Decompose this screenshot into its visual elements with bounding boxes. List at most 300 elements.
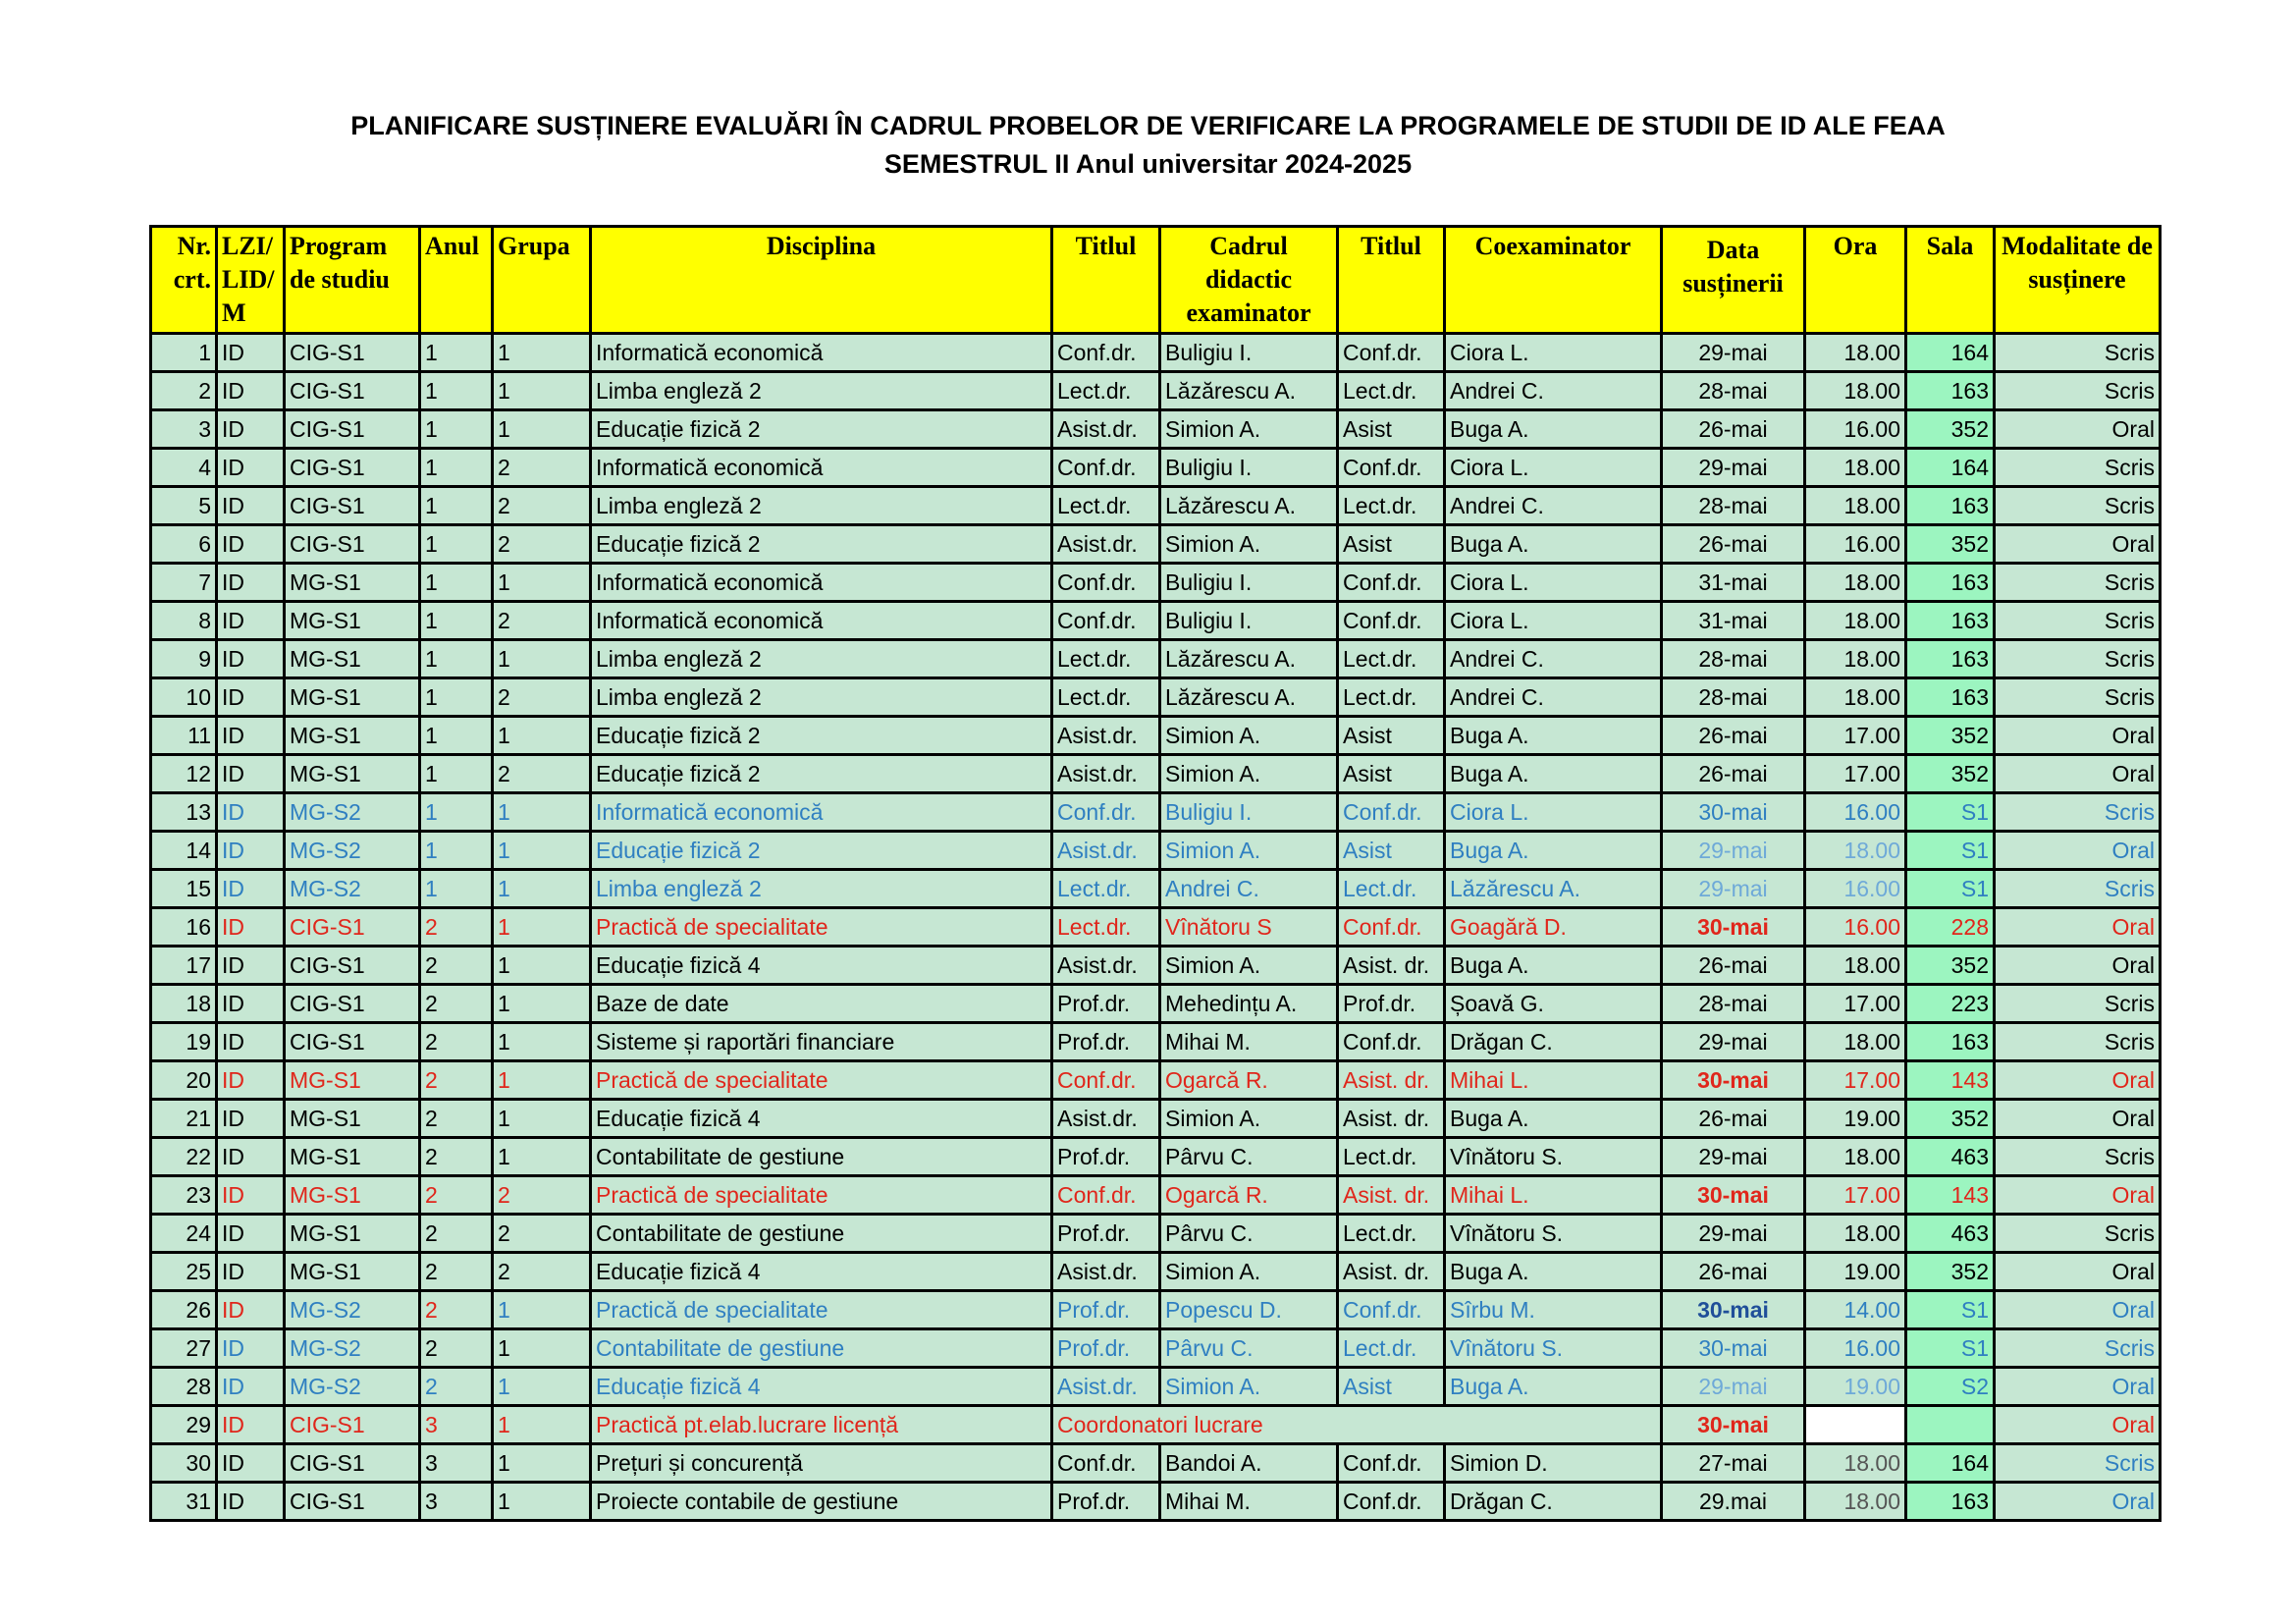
cell-nr: 1	[151, 334, 217, 372]
cell-anul: 2	[420, 1368, 493, 1406]
cell-sala: 223	[1906, 985, 1995, 1023]
cell-disciplina: Educație fizică 4	[591, 1368, 1052, 1406]
cell-cadrul: Popescu D.	[1160, 1291, 1338, 1329]
cell-data: 26-mai	[1662, 1253, 1805, 1291]
cell-titlul-1: Prof.dr.	[1052, 1483, 1160, 1521]
cell-nr: 11	[151, 717, 217, 755]
cell-ora: 16.00	[1805, 410, 1906, 449]
cell-data: 30-mai	[1662, 793, 1805, 832]
cell-cadrul: Lăzărescu A.	[1160, 372, 1338, 410]
cell-titlul-1: Conf.dr.	[1052, 449, 1160, 487]
cell-anul: 1	[420, 755, 493, 793]
table-row	[151, 1291, 2161, 1329]
cell-anul: 1	[420, 410, 493, 449]
cell-cadrul: Simion A.	[1160, 717, 1338, 755]
cell-cadrul: Pârvu C.	[1160, 1138, 1338, 1176]
cell-titlul-1: Conf.dr.	[1052, 334, 1160, 372]
cell-ora: 18.00	[1805, 602, 1906, 640]
cell-program: MG-S2	[285, 1329, 420, 1368]
cell-data: 26-mai	[1662, 755, 1805, 793]
cell-grupa: 2	[493, 1253, 591, 1291]
cell-modalitate: Oral	[1995, 832, 2161, 870]
header-titlul-2: Titlul	[1338, 227, 1445, 334]
cell-nr: 12	[151, 755, 217, 793]
cell-titlul-1: Conf.dr.	[1052, 793, 1160, 832]
table-row	[151, 487, 2161, 525]
cell-cadrul: Simion A.	[1160, 1368, 1338, 1406]
cell-titlul-2: Asist. dr.	[1338, 1061, 1445, 1100]
cell-titlul-1: Conf.dr.	[1052, 564, 1160, 602]
cell-disciplina: Sisteme și raportări financiare	[591, 1023, 1052, 1061]
cell-cadrul: Lăzărescu A.	[1160, 678, 1338, 717]
cell-titlul-2: Conf.dr.	[1338, 1023, 1445, 1061]
cell-anul: 2	[420, 1215, 493, 1253]
cell-titlul-2: Conf.dr.	[1338, 908, 1445, 947]
cell-anul: 2	[420, 1329, 493, 1368]
cell-titlul-2: Conf.dr.	[1338, 602, 1445, 640]
cell-lzi: ID	[217, 602, 285, 640]
cell-program: MG-S2	[285, 1368, 420, 1406]
cell-coexaminator: Vînătoru S.	[1445, 1138, 1662, 1176]
cell-disciplina: Practică de specialitate	[591, 1061, 1052, 1100]
cell-titlul-1: Asist.dr.	[1052, 1368, 1160, 1406]
cell-titlul-2: Asist. dr.	[1338, 947, 1445, 985]
cell-program: MG-S1	[285, 640, 420, 678]
table-row	[151, 1215, 2161, 1253]
cell-program: CIG-S1	[285, 334, 420, 372]
cell-data: 28-mai	[1662, 640, 1805, 678]
cell-anul: 1	[420, 487, 493, 525]
cell-lzi: ID	[217, 1023, 285, 1061]
cell-titlul-2: Conf.dr.	[1338, 793, 1445, 832]
cell-data: 31-mai	[1662, 564, 1805, 602]
table-row	[151, 1483, 2161, 1521]
header-disciplina: Disciplina	[591, 227, 1052, 334]
table-row	[151, 1253, 2161, 1291]
cell-disciplina: Contabilitate de gestiune	[591, 1215, 1052, 1253]
cell-data: 28-mai	[1662, 487, 1805, 525]
cell-grupa: 2	[493, 1215, 591, 1253]
cell-nr: 29	[151, 1406, 217, 1444]
cell-nr: 22	[151, 1138, 217, 1176]
cell-disciplina: Educație fizică 4	[591, 1253, 1052, 1291]
cell-data: 30-mai	[1662, 908, 1805, 947]
cell-titlul-2: Asist	[1338, 525, 1445, 564]
cell-disciplina: Practică pt.elab.lucrare licență	[591, 1406, 1052, 1444]
table-row	[151, 334, 2161, 372]
cell-sala: 164	[1906, 334, 1995, 372]
cell-modalitate: Oral	[1995, 1061, 2161, 1100]
cell-sala: 164	[1906, 1444, 1995, 1483]
cell-grupa: 1	[493, 640, 591, 678]
cell-modalitate: Oral	[1995, 1253, 2161, 1291]
cell-modalitate: Scris	[1995, 372, 2161, 410]
cell-modalitate: Oral	[1995, 1176, 2161, 1215]
cell-disciplina: Informatică economică	[591, 602, 1052, 640]
schedule-table	[149, 225, 2162, 1522]
cell-titlul-2: Lect.dr.	[1338, 1138, 1445, 1176]
table-row	[151, 372, 2161, 410]
cell-titlul-1: Asist.dr.	[1052, 717, 1160, 755]
cell-cadrul: Andrei C.	[1160, 870, 1338, 908]
cell-cadrul: Mihai M.	[1160, 1023, 1338, 1061]
cell-program: CIG-S1	[285, 1406, 420, 1444]
cell-lzi: ID	[217, 755, 285, 793]
cell-data: 26-mai	[1662, 1100, 1805, 1138]
cell-program: CIG-S1	[285, 525, 420, 564]
cell-grupa: 1	[493, 1061, 591, 1100]
cell-lzi: ID	[217, 1368, 285, 1406]
cell-lzi: ID	[217, 717, 285, 755]
cell-cadrul: Ogarcă R.	[1160, 1061, 1338, 1100]
cell-program: CIG-S1	[285, 1023, 420, 1061]
cell-sala: S1	[1906, 832, 1995, 870]
cell-data: 26-mai	[1662, 410, 1805, 449]
cell-disciplina: Educație fizică 4	[591, 947, 1052, 985]
page-title-line1: PLANIFICARE SUSȚINERE EVALUĂRI ÎN CADRUL PROBELOR DE VERIFICARE LA PROGRAMELE DE STUDII DE ID ALE FEAA	[350, 111, 1946, 140]
cell-modalitate: Oral	[1995, 1483, 2161, 1521]
cell-anul: 1	[420, 793, 493, 832]
cell-nr: 14	[151, 832, 217, 870]
cell-data: 29-mai	[1662, 1023, 1805, 1061]
cell-ora: 14.00	[1805, 1291, 1906, 1329]
cell-lzi: ID	[217, 1329, 285, 1368]
cell-program: MG-S2	[285, 1291, 420, 1329]
cell-titlul-1: Lect.dr.	[1052, 678, 1160, 717]
cell-ora: 18.00	[1805, 678, 1906, 717]
cell-grupa: 2	[493, 525, 591, 564]
cell-data: 26-mai	[1662, 947, 1805, 985]
cell-data: 30-mai	[1662, 1061, 1805, 1100]
cell-disciplina: Limba engleză 2	[591, 372, 1052, 410]
cell-disciplina: Proiecte contabile de gestiune	[591, 1483, 1052, 1521]
cell-coexaminator: Lăzărescu A.	[1445, 870, 1662, 908]
cell-grupa: 1	[493, 564, 591, 602]
cell-program: CIG-S1	[285, 410, 420, 449]
cell-anul: 2	[420, 947, 493, 985]
cell-cadrul: Simion A.	[1160, 1100, 1338, 1138]
cell-coexaminator: Goagără D.	[1445, 908, 1662, 947]
cell-data: 31-mai	[1662, 602, 1805, 640]
cell-sala: 143	[1906, 1176, 1995, 1215]
cell-anul: 1	[420, 640, 493, 678]
cell-coexaminator: Ciora L.	[1445, 602, 1662, 640]
cell-titlul-2: Asist. dr.	[1338, 1100, 1445, 1138]
cell-disciplina: Educație fizică 2	[591, 832, 1052, 870]
cell-lzi: ID	[217, 1483, 285, 1521]
cell-disciplina: Prețuri și concurență	[591, 1444, 1052, 1483]
cell-titlul-2: Asist	[1338, 1368, 1445, 1406]
table-row	[151, 1368, 2161, 1406]
cell-nr: 8	[151, 602, 217, 640]
cell-coexaminator: Vînătoru S.	[1445, 1329, 1662, 1368]
cell-modalitate: Scris	[1995, 1138, 2161, 1176]
cell-grupa: 1	[493, 334, 591, 372]
cell-grupa: 1	[493, 870, 591, 908]
cell-sala: S1	[1906, 793, 1995, 832]
cell-coexaminator: Vînătoru S.	[1445, 1215, 1662, 1253]
cell-data: 29-mai	[1662, 1138, 1805, 1176]
cell-ora: 16.00	[1805, 908, 1906, 947]
cell-lzi: ID	[217, 1176, 285, 1215]
header-program: Program de studiu	[285, 227, 420, 334]
cell-titlul-2: Lect.dr.	[1338, 678, 1445, 717]
cell-coexaminator: Buga A.	[1445, 755, 1662, 793]
cell-titlul-2: Lect.dr.	[1338, 487, 1445, 525]
cell-sala: S1	[1906, 1291, 1995, 1329]
cell-disciplina: Contabilitate de gestiune	[591, 1329, 1052, 1368]
cell-program: CIG-S1	[285, 1444, 420, 1483]
cell-modalitate: Scris	[1995, 640, 2161, 678]
cell-ora: 17.00	[1805, 1176, 1906, 1215]
cell-program: MG-S1	[285, 1100, 420, 1138]
cell-ora: 19.00	[1805, 1100, 1906, 1138]
cell-coexaminator: Andrei C.	[1445, 372, 1662, 410]
cell-grupa: 1	[493, 832, 591, 870]
cell-anul: 2	[420, 908, 493, 947]
cell-disciplina: Informatică economică	[591, 334, 1052, 372]
cell-cadrul: Simion A.	[1160, 755, 1338, 793]
cell-cadrul: Buligiu I.	[1160, 793, 1338, 832]
cell-sala: 463	[1906, 1215, 1995, 1253]
cell-modalitate: Oral	[1995, 1100, 2161, 1138]
cell-data: 30-mai	[1662, 1176, 1805, 1215]
cell-data: 29-mai	[1662, 832, 1805, 870]
cell-data: 29-mai	[1662, 1215, 1805, 1253]
cell-disciplina: Informatică economică	[591, 449, 1052, 487]
cell-modalitate: Oral	[1995, 1291, 2161, 1329]
table-row	[151, 832, 2161, 870]
cell-sala: 352	[1906, 410, 1995, 449]
cell-disciplina: Educație fizică 2	[591, 717, 1052, 755]
cell-titlul-2: Conf.dr.	[1338, 1483, 1445, 1521]
cell-cadrul: Pârvu C.	[1160, 1329, 1338, 1368]
cell-modalitate: Scris	[1995, 1215, 2161, 1253]
cell-sala: 163	[1906, 564, 1995, 602]
cell-sala: 352	[1906, 525, 1995, 564]
cell-grupa: 1	[493, 1138, 591, 1176]
cell-sala: 352	[1906, 947, 1995, 985]
cell-data: 30-mai	[1662, 1291, 1805, 1329]
cell-nr: 5	[151, 487, 217, 525]
cell-grupa: 1	[493, 1368, 591, 1406]
cell-cadrul: Mihai M.	[1160, 1483, 1338, 1521]
cell-anul: 1	[420, 870, 493, 908]
cell-sala: 463	[1906, 1138, 1995, 1176]
cell-titlul-1: Prof.dr.	[1052, 985, 1160, 1023]
cell-sala: 163	[1906, 678, 1995, 717]
cell-program: MG-S1	[285, 755, 420, 793]
cell-titlul-1: Asist.dr.	[1052, 755, 1160, 793]
cell-cadrul: Ogarcă R.	[1160, 1176, 1338, 1215]
table-body	[151, 334, 2161, 1521]
cell-sala: 163	[1906, 1023, 1995, 1061]
cell-nr: 19	[151, 1023, 217, 1061]
table-row	[151, 947, 2161, 985]
cell-titlul-1: Asist.dr.	[1052, 525, 1160, 564]
cell-anul: 1	[420, 564, 493, 602]
cell-ora: 16.00	[1805, 793, 1906, 832]
cell-modalitate: Scris	[1995, 1444, 2161, 1483]
cell-disciplina: Educație fizică 4	[591, 1100, 1052, 1138]
cell-modalitate: Scris	[1995, 487, 2161, 525]
cell-disciplina: Practică de specialitate	[591, 1291, 1052, 1329]
cell-program: MG-S1	[285, 1253, 420, 1291]
cell-titlul-1: Lect.dr.	[1052, 908, 1160, 947]
cell-modalitate: Scris	[1995, 449, 2161, 487]
cell-modalitate: Oral	[1995, 525, 2161, 564]
cell-cadrul: Buligiu I.	[1160, 334, 1338, 372]
cell-grupa: 1	[493, 1291, 591, 1329]
cell-cadrul: Simion A.	[1160, 947, 1338, 985]
cell-coexaminator: Ciora L.	[1445, 793, 1662, 832]
cell-modalitate: Scris	[1995, 1023, 2161, 1061]
cell-data: 29-mai	[1662, 449, 1805, 487]
cell-data: 28-mai	[1662, 678, 1805, 717]
cell-ora: 19.00	[1805, 1253, 1906, 1291]
cell-nr: 21	[151, 1100, 217, 1138]
cell-sala: S2	[1906, 1368, 1995, 1406]
cell-anul: 2	[420, 1253, 493, 1291]
cell-coexaminator: Sîrbu M.	[1445, 1291, 1662, 1329]
cell-grupa: 1	[493, 1406, 591, 1444]
header-titlul-1: Titlul	[1052, 227, 1160, 334]
table-row	[151, 1138, 2161, 1176]
cell-program: CIG-S1	[285, 487, 420, 525]
cell-cadrul: Lăzărescu A.	[1160, 487, 1338, 525]
cell-disciplina: Limba engleză 2	[591, 870, 1052, 908]
cell-disciplina: Limba engleză 2	[591, 487, 1052, 525]
cell-titlul-2: Asist. dr.	[1338, 1253, 1445, 1291]
cell-program: MG-S1	[285, 1061, 420, 1100]
cell-sala: S1	[1906, 1329, 1995, 1368]
cell-lzi: ID	[217, 334, 285, 372]
cell-sala: 163	[1906, 640, 1995, 678]
header-nr: Nr. crt.	[151, 227, 217, 334]
cell-program: CIG-S1	[285, 985, 420, 1023]
cell-sala: 163	[1906, 372, 1995, 410]
cell-coexaminator: Ciora L.	[1445, 334, 1662, 372]
cell-ora: 18.00	[1805, 832, 1906, 870]
cell-lzi: ID	[217, 1100, 285, 1138]
cell-modalitate: Scris	[1995, 793, 2161, 832]
cell-grupa: 2	[493, 449, 591, 487]
cell-ora: 17.00	[1805, 985, 1906, 1023]
cell-anul: 1	[420, 372, 493, 410]
cell-program: MG-S2	[285, 793, 420, 832]
cell-program: MG-S1	[285, 602, 420, 640]
cell-ora: 18.00	[1805, 334, 1906, 372]
cell-disciplina: Educație fizică 2	[591, 410, 1052, 449]
cell-lzi: ID	[217, 487, 285, 525]
header-grupa: Grupa	[493, 227, 591, 334]
cell-grupa: 1	[493, 793, 591, 832]
table-row	[151, 640, 2161, 678]
cell-grupa: 1	[493, 1023, 591, 1061]
cell-lzi: ID	[217, 525, 285, 564]
cell-lzi: ID	[217, 410, 285, 449]
cell-coexaminator: Buga A.	[1445, 410, 1662, 449]
cell-coexaminator: Drăgan C.	[1445, 1023, 1662, 1061]
cell-titlul-1: Asist.dr.	[1052, 1253, 1160, 1291]
cell-lzi: ID	[217, 1061, 285, 1100]
cell-nr: 25	[151, 1253, 217, 1291]
table-row	[151, 1023, 2161, 1061]
cell-coexaminator: Buga A.	[1445, 1100, 1662, 1138]
table-row	[151, 1176, 2161, 1215]
cell-coexaminator: Buga A.	[1445, 1368, 1662, 1406]
cell-ora: 18.00	[1805, 372, 1906, 410]
cell-ora: 19.00	[1805, 1368, 1906, 1406]
cell-grupa: 1	[493, 372, 591, 410]
cell-data: 30-mai	[1662, 1329, 1805, 1368]
cell-cadrul: Simion A.	[1160, 832, 1338, 870]
cell-coexaminator: Simion D.	[1445, 1444, 1662, 1483]
cell-titlul-2: Conf.dr.	[1338, 449, 1445, 487]
cell-sala: 352	[1906, 1100, 1995, 1138]
cell-cadrul: Simion A.	[1160, 525, 1338, 564]
cell-data: 26-mai	[1662, 717, 1805, 755]
header-lzi: LZI/ LID/ M	[217, 227, 285, 334]
cell-lzi: ID	[217, 678, 285, 717]
cell-titlul-1: Asist.dr.	[1052, 410, 1160, 449]
cell-lzi: ID	[217, 372, 285, 410]
cell-coexaminator: Buga A.	[1445, 1253, 1662, 1291]
table-row	[151, 410, 2161, 449]
header-modalitate: Modalitate de susținere	[1995, 227, 2161, 334]
cell-data: 29-mai	[1662, 870, 1805, 908]
cell-sala: 164	[1906, 449, 1995, 487]
cell-ora: 18.00	[1805, 487, 1906, 525]
cell-titlul-1: Lect.dr.	[1052, 372, 1160, 410]
cell-ora: 18.00	[1805, 1483, 1906, 1521]
table-row	[151, 1100, 2161, 1138]
cell-lzi: ID	[217, 832, 285, 870]
cell-anul: 1	[420, 832, 493, 870]
cell-ora: 18.00	[1805, 449, 1906, 487]
cell-ora: 17.00	[1805, 717, 1906, 755]
cell-anul: 1	[420, 525, 493, 564]
cell-anul: 1	[420, 602, 493, 640]
cell-titlul-2: Lect.dr.	[1338, 1329, 1445, 1368]
cell-lzi: ID	[217, 947, 285, 985]
cell-modalitate: Oral	[1995, 947, 2161, 985]
cell-lzi: ID	[217, 564, 285, 602]
cell-modalitate: Scris	[1995, 334, 2161, 372]
table-row	[151, 564, 2161, 602]
cell-titlul-2: Lect.dr.	[1338, 372, 1445, 410]
table-row	[151, 793, 2161, 832]
cell-grupa: 1	[493, 908, 591, 947]
cell-disciplina: Informatică economică	[591, 564, 1052, 602]
cell-lzi: ID	[217, 793, 285, 832]
cell-sala: 163	[1906, 602, 1995, 640]
cell-nr: 20	[151, 1061, 217, 1100]
cell-nr: 23	[151, 1176, 217, 1215]
table-row	[151, 1329, 2161, 1368]
cell-titlul-1: Asist.dr.	[1052, 1100, 1160, 1138]
cell-titlul-2: Conf.dr.	[1338, 334, 1445, 372]
table-row	[151, 755, 2161, 793]
cell-sala: 352	[1906, 755, 1995, 793]
cell-ora: 18.00	[1805, 564, 1906, 602]
cell-anul: 2	[420, 1291, 493, 1329]
cell-cadrul: Buligiu I.	[1160, 564, 1338, 602]
cell-grupa: 2	[493, 487, 591, 525]
cell-modalitate: Oral	[1995, 410, 2161, 449]
cell-lzi: ID	[217, 870, 285, 908]
cell-cadrul: Simion A.	[1160, 410, 1338, 449]
